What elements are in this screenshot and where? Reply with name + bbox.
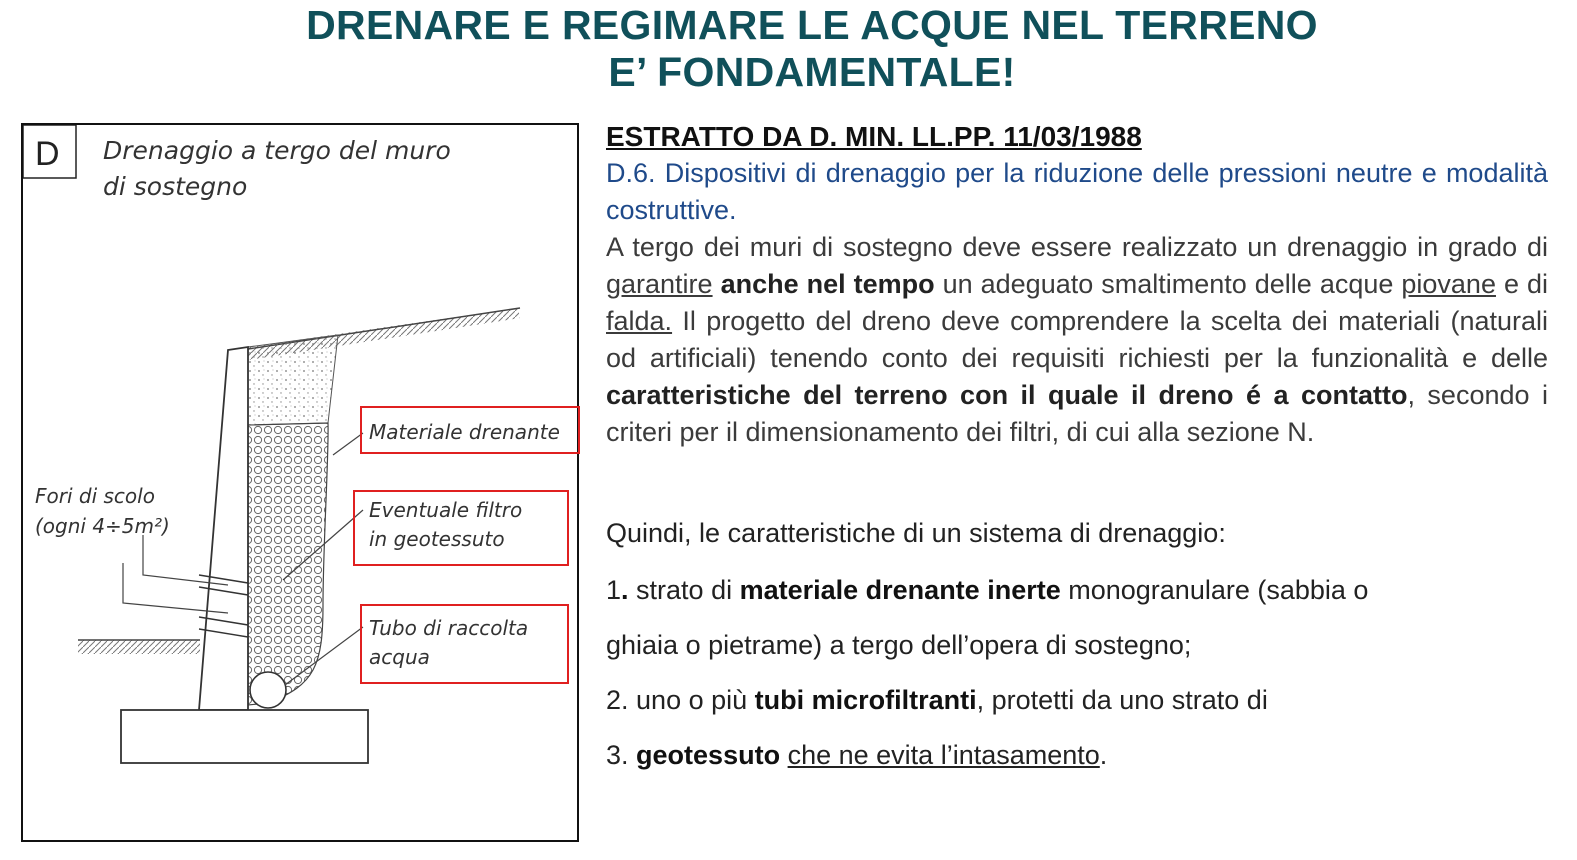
paragraph-part-4: Il progetto del dreno deve comprendere la scelta dei materiali (naturali od artificiali) tenendo conto dei requisiti richiesti per la funzionalità e delle — [606, 306, 1548, 373]
paragraph-caratteristiche: caratteristiche del terreno con il quale il dreno é a contatto — [606, 380, 1408, 410]
paragraph-anche-nel-tempo: anche nel tempo — [720, 269, 935, 299]
label-tubo-line-1: Tubo di raccolta — [369, 616, 529, 640]
label-fori-line-2: (ogni 4÷5m²) — [35, 514, 170, 538]
item-1-dot: . — [621, 575, 629, 605]
item-1-number: 1 — [606, 575, 622, 605]
extract-subheading: D.6. Dispositivi di drenaggio per la riduzione delle pressioni neutre e modalità costruttive. — [606, 158, 1548, 225]
wall-footing — [121, 710, 368, 763]
item-3-text-underlined: che ne evita l’intasamento — [787, 740, 1100, 770]
title-line-2: E’ FONDAMENTALE! — [608, 49, 1016, 95]
label-tubo-line-2: acqua — [369, 645, 430, 669]
extract-paragraph — [606, 229, 1548, 451]
collector-pipe — [250, 672, 286, 708]
paragraph-part-5: , secondo i criteri per il dimensionamento dei filtri, di cui alla sezione N. — [606, 380, 1548, 447]
label-filtro-line-1: Eventuale filtro — [369, 498, 523, 522]
retaining-wall-drainage-figure — [21, 123, 579, 842]
item-2-number: 2. — [606, 685, 629, 715]
leader-materiale — [333, 433, 363, 455]
item-3-number: 3. — [606, 740, 629, 770]
paragraph-garantire: garantire — [606, 269, 713, 299]
figure-letter: D — [35, 135, 60, 173]
extract-heading: ESTRATTO DA D. MIN. LL.PP. 11/03/1988 — [606, 121, 1142, 152]
wall-stem — [199, 347, 248, 710]
summary-item-1-line-2: ghiaia o pietrame) a tergo dell’opera di sostegno; — [606, 630, 1192, 660]
item-2-text-a: uno o più — [628, 685, 755, 715]
front-ground-hatch — [78, 640, 200, 654]
paragraph-space — [713, 269, 721, 299]
item-1-text-bold: materiale drenante inerte — [739, 575, 1061, 605]
page-title — [0, 2, 1577, 96]
label-filtro-line-2: in geotessuto — [369, 527, 505, 551]
figure-caption-line-1: Drenaggio a tergo del muro — [103, 136, 451, 165]
item-3-period: . — [1099, 740, 1108, 770]
paragraph-falda: falda. — [606, 306, 673, 336]
paragraph-piovane: piovane — [1401, 269, 1496, 299]
label-fori-line-1: Fori di scolo — [35, 484, 155, 508]
paragraph-part-1: A tergo dei muri di sostegno deve essere realizzato un drenaggio in grado di — [606, 232, 1548, 262]
summary-item-3 — [606, 740, 1546, 771]
title-line-1: DRENARE E REGIMARE LE ACQUE NEL TERRENO — [306, 2, 1318, 48]
paragraph-part-3: e di — [1495, 269, 1548, 299]
item-1-text-c: monogranulare (sabbia o — [1060, 575, 1369, 605]
summary-intro: Quindi, le caratteristiche di un sistema di drenaggio: — [606, 518, 1226, 548]
figure-caption-line-2: di sostegno — [103, 172, 248, 201]
item-3-text-bold: geotessuto — [636, 740, 781, 770]
summary-item-1 — [606, 575, 1546, 606]
topsoil-cap — [248, 335, 338, 425]
item-1-text-a: strato di — [628, 575, 740, 605]
drainage-diagram — [23, 125, 581, 844]
regulation-extract — [606, 118, 1548, 451]
item-3-space — [780, 740, 788, 770]
summary-item-2 — [606, 685, 1546, 716]
paragraph-part-2: un adeguato smaltimento delle acque — [934, 269, 1402, 299]
label-materiale: Materiale drenante — [369, 420, 560, 444]
drainage-gravel — [248, 423, 328, 705]
item-2-text-bold: tubi microfiltranti — [754, 685, 977, 715]
item-2-text-c: , protetti da uno strato di — [976, 685, 1268, 715]
